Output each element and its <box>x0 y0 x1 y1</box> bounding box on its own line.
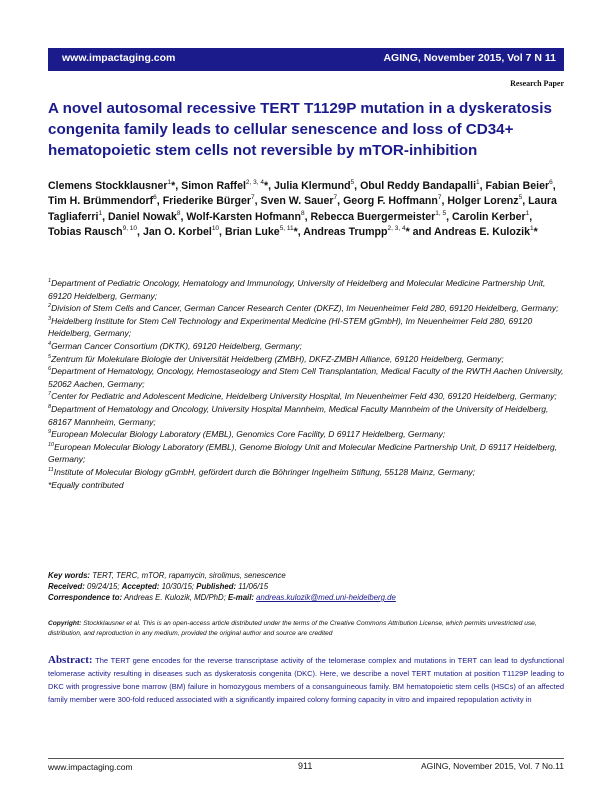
received-date: 09/24/15; <box>87 582 122 591</box>
author: Jan O. Korbel$^{10}$, <box>142 224 225 238</box>
keywords: TERT, TERC, mTOR, rapamycin, sirolimus, senescence <box>92 571 286 580</box>
affiliation-item: $^7$Center for Pediatric and Adolescent Medicine, Heidelberg University Hospital, Im Neuenheimer Feld 430, 69120 Heidelberg, Germany; <box>48 391 557 402</box>
copyright-notice: Copyright: Stockklausner et al. This is an open-access article distributed under the terms of the Creative Commons Attribution License, which permits unrestricted use, distribution, and reproduction in any medium, provided the original author and source are credited <box>48 620 537 637</box>
keywords-line: Key words: TERT, TERC, mTOR, rapamycin, sirolimus, senescence <box>48 571 286 580</box>
abstract-text: The TERT gene encodes for the reverse transcriptase activity of the telomerase complex and mutations in TERT can lead to dysfunctional telomerase activity resulting in diseases such as dyskeratosis congenita (DKC). Here, we describe a novel TERT mutation at position T1129P leading to DKC with progressive bone marrow (BM) failure in homozygous members of a consanguineous family. BM hematopoietic stem cells (HSCs) of an affected family member were 300-fold reduced associated with a significantly impaired colony forming capacity in vitro and impaired repopulation activity in <box>48 656 564 704</box>
correspondence-author: Andreas E. Kulozik, MD/PhD; <box>123 593 228 602</box>
abstract <box>48 654 564 706</box>
accepted-date: 10/30/15; <box>161 582 197 591</box>
journal-issue: AGING, November 2015, Vol 7 N 11 <box>383 52 556 64</box>
affiliation-list <box>48 277 568 491</box>
correspondence-email[interactable]: andreas.kulozik@med.uni-heidelberg.de <box>256 593 396 602</box>
author: Brian Luke$^{5, 11}$*, <box>224 224 304 238</box>
author: Wolf-Karsten Hofmann$^8$, <box>186 209 311 223</box>
dates-line: Received: 09/24/15; Accepted: 10/30/15; Published: 11/06/15 <box>48 582 269 591</box>
footer-issue: AGING, November 2015, Vol. 7 No.11 <box>421 761 564 771</box>
author: Friederike Bürger$^7$, <box>162 194 261 208</box>
author: Carolin Kerber$^1$, <box>452 209 533 223</box>
author: Tim H. Brümmendorf$^6$, <box>48 194 163 208</box>
author: Fabian Beier$^6$, <box>485 179 556 192</box>
paper-title: A novel autosomal recessive TERT T1129P mutation in a dyskeratosis congenita family leads to cellular senescence and loss of CD34+ hematopoietic stem cells not reversible by mTOR-inhibition <box>48 100 552 159</box>
author: Julia Klermund$^5$, <box>274 179 361 192</box>
published-date: 11/06/15 <box>238 582 269 591</box>
affiliation-item: $^6$Department of Hematology, Oncology, Hemostaseology and Stem Cell Transplantation, Medical Faculty of the RWTH Aachen University, 52062 Aachen, Germany; <box>48 366 564 389</box>
author: Holger Lorenz$^5$, <box>447 194 529 208</box>
author-list <box>48 179 564 240</box>
author: Clemens Stockklausner$^1$*, <box>48 179 182 192</box>
affiliation-item: $^3$Heidelberg Institute for Stem Cell Technology and Experimental Medicine (HI-STEM gGmbH), Im Neuenheimer Feld 280, 69120 Heidelberg, Germany; <box>48 315 533 339</box>
affiliation-item: $^8$Department of Hematology and Oncology, University Hospital Mannheim, Medical Faculty Mannheim of the University of Heidelberg, 68167 Mannheim, Germany; <box>48 403 549 427</box>
author: Rebecca Buergermeister$^{1, 5}$, <box>310 209 453 223</box>
footer-divider <box>48 758 564 759</box>
affiliation-item: $^5$Zentrum für Molekulare Biologie der Universität Heidelberg (ZMBH), DKFZ-ZMBH Alliance, 69120 Heidelberg, Germany; <box>48 353 504 364</box>
affiliation-item: $^1$Department of Pediatric Oncology, Hematology and Immunology, University of Heidelberg and Molecular Medicine Partnership Unit, 69120 Heidelberg, Germany; <box>48 278 546 301</box>
affiliation-item: $^{10}$European Molecular Biology Laboratory (EMBL), Genome Biology Unit and Molecular Medicine Partnership Unit, D 69117 Heidelberg, Germany; <box>48 441 558 465</box>
page-number: 911 <box>298 761 313 771</box>
affiliation-item: *Equally contributed <box>48 479 124 490</box>
article-metadata <box>48 570 564 603</box>
author: Andreas Trumpp$^{2, 3, 4}$* and <box>303 224 435 238</box>
author: Laura Tagliaferri$^1$, <box>48 195 557 223</box>
author: Tobias Rausch$^{9, 10}$, <box>48 224 143 238</box>
author: Simon Raffel$^{2, 3, 4}$*, <box>181 179 275 192</box>
author: Sven W. Sauer$^7$, <box>260 194 344 208</box>
author: Daniel Nowak$^8$, <box>107 209 187 223</box>
correspondence-line: Correspondence to: Andreas E. Kulozik, MD/PhD; E-mail: andreas.kulozik@med.uni-heidelberg.de <box>48 593 396 602</box>
footer-website[interactable]: www.impactaging.com <box>48 762 133 772</box>
affiliation-item: $^4$German Cancer Consortium (DKTK), 69120 Heidelberg, Germany; <box>48 340 302 351</box>
affiliation-item: $^2$Division of Stem Cells and Cancer, German Cancer Research Center (DKFZ), Im Neuenheimer Feld 280, 69120 Heidelberg, Germany; <box>48 303 559 314</box>
journal-header-bar <box>48 48 564 71</box>
affiliation-item: $^9$European Molecular Biology Laboratory (EMBL), Genomics Core Facility, D 69117 Heidelberg, Germany; <box>48 429 446 440</box>
abstract-label: Abstract: <box>48 654 93 666</box>
author: Andreas E. Kulozik$^1$* <box>434 224 538 238</box>
author: Obul Reddy Bandapalli$^1$, <box>360 179 486 192</box>
affiliation-item: $^{11}$Institute of Molecular Biology gGmbH, gefördert durch die Böhringer Ingelheim Stiftung, 55128 Mainz, Germany; <box>48 466 476 477</box>
author: Georg F. Hoffmann$^7$, <box>343 194 448 208</box>
paper-type: Research Paper <box>510 79 564 88</box>
journal-website[interactable]: www.impactaging.com <box>62 52 176 64</box>
